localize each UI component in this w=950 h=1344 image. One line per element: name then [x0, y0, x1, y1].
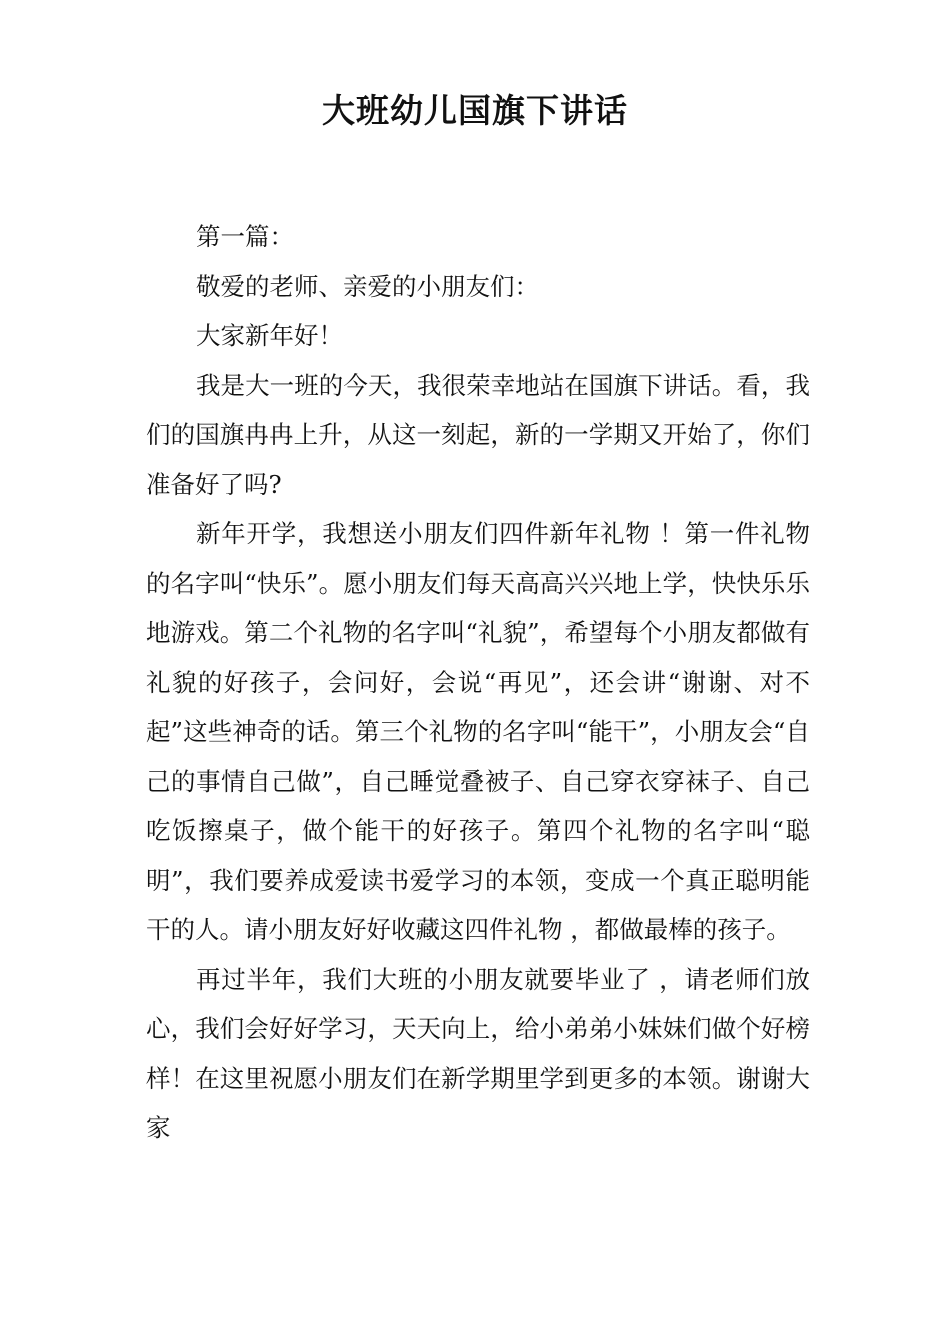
paragraph-closing: 再过半年，我们大班的小朋友就要毕业了 ，请老师们放心，我们会好好学习，天天向上，给小弟弟小妹妹们做个好榜样！在这里祝愿小朋友们在新学期里学到更多的本领。谢谢大家 [146, 964, 810, 1142]
document-body [146, 212, 810, 1153]
section-heading: 第一篇： [196, 222, 294, 251]
document-title: 大班幼儿国旗下讲话 [322, 91, 628, 130]
greeting: 大家新年好！ [196, 321, 343, 350]
salutation: 敬爱的老师、亲爱的小朋友们： [196, 271, 539, 301]
paragraph-gifts: 新年开学，我想送小朋友们四件新年礼物 ！第一件礼物的名字叫“快乐”。愿小朋友们每天高高兴兴地上学，快快乐乐地游戏。第二个礼物的名字叫“礼貌”，希望每个小朋友都做有礼貌的好孩子，会问好，会说“再见”，还会讲“谢谢、对不起”这些神奇的话。第三个礼物的名字叫“能干”，小朋友会“自己的事情自己做”，自己睡觉叠被子、自己穿衣穿袜子、自己吃饭擦桌子，做个能干的好孩子。第四个礼物的名字叫“聪明”，我们要养成爱读书爱学习的本领，变成一个真正聪明能干的人。请小朋友好好收藏这四件礼物 ，都做最棒的孩子。 [146, 519, 810, 944]
paragraph-intro: 我是大一班的今天，我很荣幸地站在国旗下讲话。看，我们的国旗冉冉上升，从这一刻起，新的一学期又开始了，你们准备好了吗? [146, 370, 810, 499]
